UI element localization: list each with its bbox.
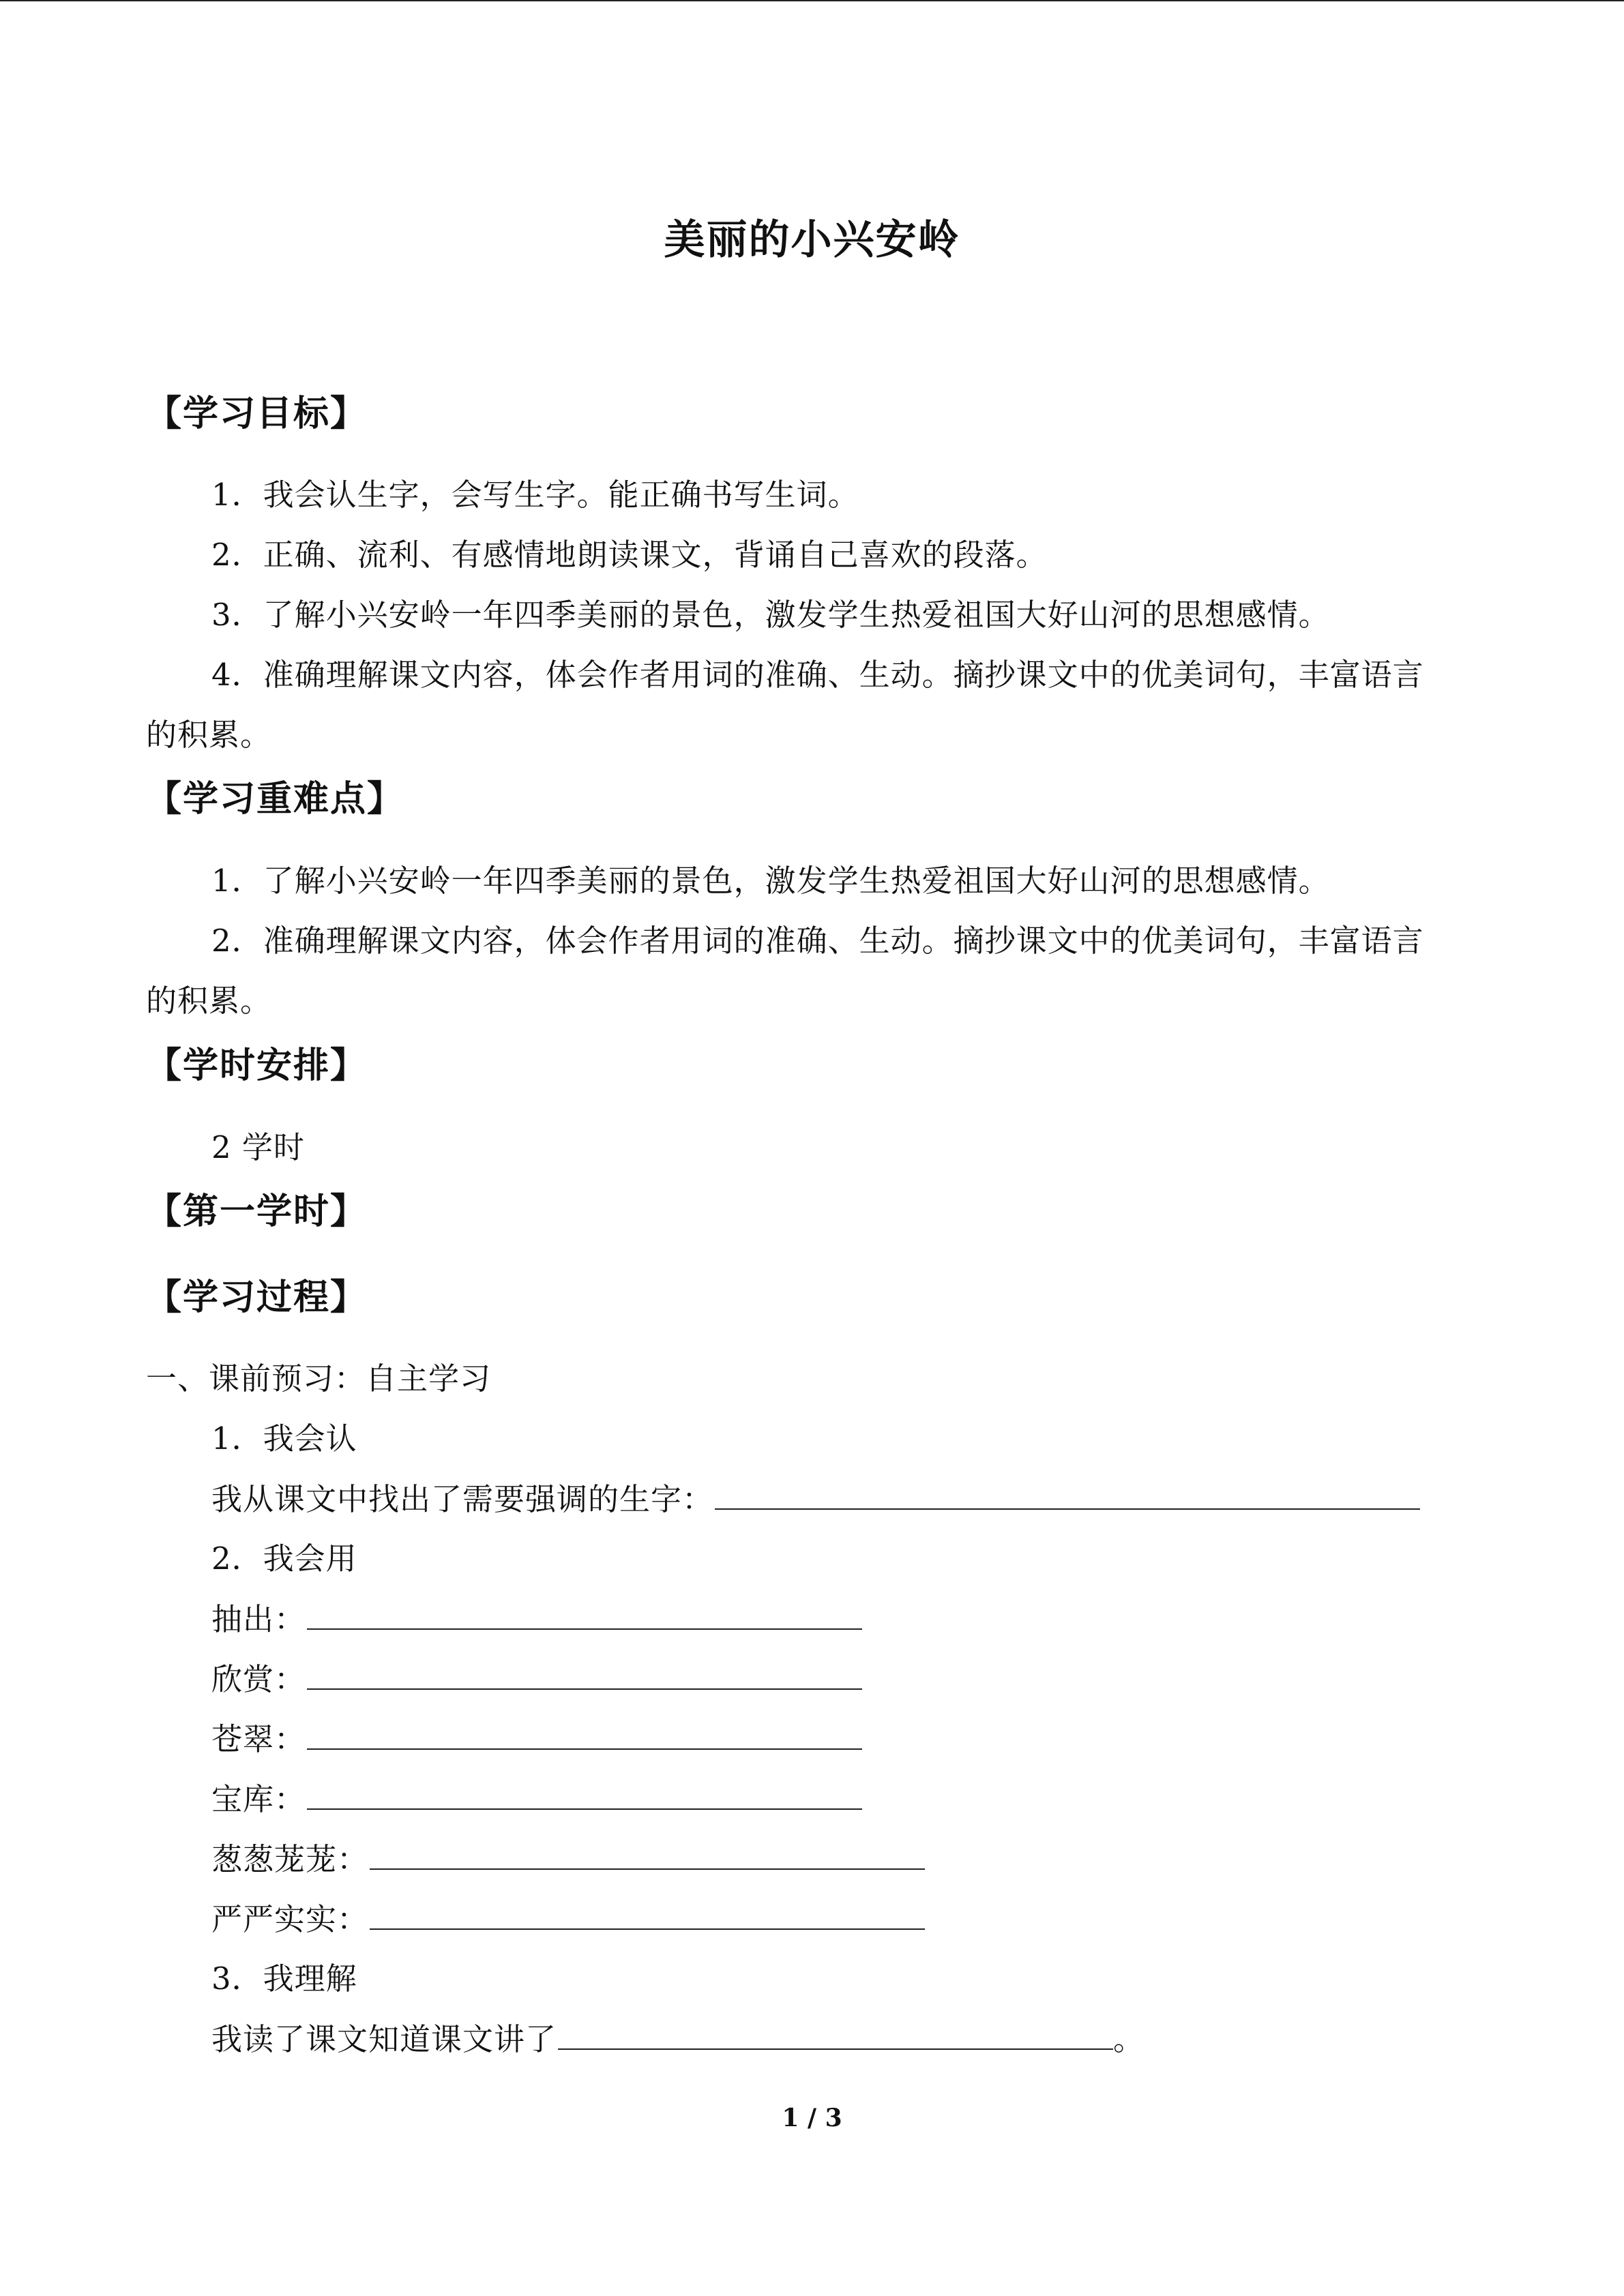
question-3-row — [211, 2017, 1145, 2061]
section-heading-first-period: 【第一学时】 — [146, 1191, 368, 1232]
word-label: 抽出： — [211, 1601, 306, 1637]
answer-blank-word-1[interactable] — [307, 1597, 862, 1630]
word-row-4 — [211, 1777, 862, 1821]
document-title: 美丽的小兴安岭 — [664, 216, 960, 264]
question-3-prompt: 我读了课文知道课文讲了 — [211, 2021, 557, 2057]
keypoint-item-1: 1．了解小兴安岭一年四季美丽的景色，激发学生热爱祖国大好山河的思想感情。 — [211, 863, 1330, 899]
goal-item-4: 4．准确理解课文内容，体会作者用词的准确、生动。摘抄课文中的优美词句，丰富语言 — [211, 657, 1424, 693]
word-row-3 — [211, 1717, 862, 1761]
word-label: 严严实实： — [211, 1901, 369, 1937]
word-row-5 — [211, 1837, 925, 1881]
question-3-title: 3．我理解 — [211, 1960, 357, 1997]
section-heading-keypoints: 【学习重难点】 — [146, 778, 404, 820]
schedule-text: 2 学时 — [211, 1129, 305, 1165]
goal-item-1: 1．我会认生字，会写生字。能正确书写生词。 — [211, 477, 859, 513]
word-row-1 — [211, 1597, 862, 1641]
question-3-end-mark: 。 — [1113, 2021, 1145, 2057]
answer-blank-summary[interactable] — [558, 2017, 1113, 2050]
word-row-6 — [211, 1897, 925, 1941]
answer-blank-word-3[interactable] — [307, 1717, 862, 1750]
word-label: 葱葱茏茏： — [211, 1841, 369, 1877]
word-label: 欣赏： — [211, 1661, 306, 1697]
answer-blank-word-6[interactable] — [370, 1897, 925, 1930]
section-heading-process: 【学习过程】 — [146, 1277, 368, 1318]
answer-blank-word-4[interactable] — [307, 1777, 862, 1810]
word-label: 苍翠： — [211, 1721, 306, 1757]
goal-item-2: 2．正确、流利、有感情地朗读课文，背诵自己喜欢的段落。 — [211, 537, 1048, 573]
word-row-2 — [211, 1657, 862, 1701]
answer-blank-word-5[interactable] — [370, 1837, 925, 1870]
goal-item-4-continued: 的积累。 — [146, 717, 272, 753]
part-one-title: 一、课前预习：自主学习 — [146, 1360, 492, 1397]
question-1-row — [211, 1477, 1420, 1521]
page-number: 1 / 3 — [782, 2104, 842, 2132]
question-2-title: 2．我会用 — [211, 1540, 357, 1577]
goal-item-3: 3．了解小兴安岭一年四季美丽的景色，激发学生热爱祖国大好山河的思想感情。 — [211, 597, 1330, 633]
keypoint-item-2-continued: 的积累。 — [146, 983, 272, 1019]
answer-blank-new-characters[interactable] — [715, 1477, 1420, 1510]
section-heading-goals: 【学习目标】 — [146, 393, 368, 434]
word-label: 宝库： — [211, 1781, 306, 1817]
section-heading-schedule: 【学时安排】 — [146, 1045, 368, 1086]
keypoint-item-2: 2．准确理解课文内容，体会作者用词的准确、生动。摘抄课文中的优美词句，丰富语言 — [211, 923, 1424, 959]
question-1-prompt: 我从课文中找出了需要强调的生字： — [211, 1481, 714, 1517]
question-1-title: 1．我会认 — [211, 1420, 357, 1457]
answer-blank-word-2[interactable] — [307, 1657, 862, 1690]
